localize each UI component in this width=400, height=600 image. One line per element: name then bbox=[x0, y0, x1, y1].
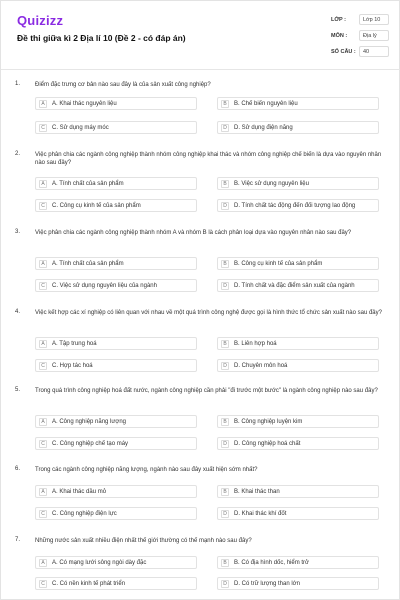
option-text: D. Có trữ lượng than lớn bbox=[234, 580, 300, 587]
option-b[interactable] bbox=[217, 415, 379, 428]
option-letter: C bbox=[39, 282, 47, 290]
option-c[interactable] bbox=[35, 507, 197, 520]
question-number: 3. bbox=[15, 229, 21, 235]
option-letter: C bbox=[39, 202, 47, 210]
option-b[interactable] bbox=[217, 177, 379, 190]
option-text: C. Có nền kinh tế phát triển bbox=[52, 580, 126, 587]
option-b[interactable] bbox=[217, 485, 379, 498]
option-text: A. Khai thác dầu mỏ bbox=[52, 488, 107, 495]
option-letter: A bbox=[39, 559, 47, 567]
option-d[interactable] bbox=[217, 279, 379, 292]
option-letter: B bbox=[221, 418, 229, 426]
option-c[interactable] bbox=[35, 199, 197, 212]
question-text: Điểm đặc trưng cơ bản nào sau đây là của sản xuất công nghiệp? bbox=[35, 82, 211, 88]
option-text: C. Sử dụng máy móc bbox=[52, 124, 109, 131]
option-d[interactable] bbox=[217, 437, 379, 450]
meta-label-count: SỐ CÂU : bbox=[331, 49, 356, 55]
option-text: B. Liên hợp hoá bbox=[234, 340, 277, 347]
option-text: B. Chế biến nguyên liệu bbox=[234, 100, 298, 107]
option-letter: B bbox=[221, 340, 229, 348]
option-letter: B bbox=[221, 559, 229, 567]
option-letter: D bbox=[221, 124, 229, 132]
option-b[interactable] bbox=[217, 556, 379, 569]
option-letter: C bbox=[39, 580, 47, 588]
question-number: 5. bbox=[15, 387, 21, 393]
option-letter: A bbox=[39, 418, 47, 426]
option-letter: D bbox=[221, 510, 229, 518]
option-d[interactable] bbox=[217, 199, 379, 212]
option-text: D. Sử dụng điện năng bbox=[234, 124, 293, 131]
meta-value-class: Lớp 10 bbox=[363, 17, 381, 23]
option-letter: A bbox=[39, 180, 47, 188]
option-text: C. Việc sử dụng nguyên liệu của ngành bbox=[52, 282, 157, 289]
option-letter: A bbox=[39, 340, 47, 348]
option-text: A. Tính chất của sản phẩm bbox=[52, 260, 124, 267]
question-text: Việc phân chia các ngành công nghiệp thành nhóm A và nhóm B là cách phân loại dựa vào nguyên nhân nào sau đây? bbox=[35, 230, 352, 236]
option-text: D. Tính chất và đặc điểm sản xuất của ngành bbox=[234, 282, 355, 289]
worksheet-header bbox=[1, 1, 400, 71]
option-a[interactable] bbox=[35, 177, 197, 190]
option-letter: D bbox=[221, 202, 229, 210]
option-letter: D bbox=[221, 362, 229, 370]
question-number: 4. bbox=[15, 309, 21, 315]
question-number: 1. bbox=[15, 81, 21, 87]
option-text: C. Hợp tác hoá bbox=[52, 362, 93, 369]
meta-label-subject: MÔN : bbox=[331, 33, 348, 39]
option-a[interactable] bbox=[35, 556, 197, 569]
option-b[interactable] bbox=[217, 97, 379, 110]
question-text: Việc phân chia các ngành công nghiệp thành nhóm công nghiệp khai thác và nhóm công nghiệp chế biến là dựa vào nguyên nhân nào sau đây? bbox=[35, 152, 382, 167]
option-a[interactable] bbox=[35, 485, 197, 498]
option-text: C. Công nghiệp điện lực bbox=[52, 510, 117, 517]
option-a[interactable] bbox=[35, 97, 197, 110]
question-number: 6. bbox=[15, 466, 21, 472]
option-letter: B bbox=[221, 100, 229, 108]
option-text: D. Chuyên môn hoá bbox=[234, 362, 288, 369]
option-text: A. Công nghiệp năng lượng bbox=[52, 418, 127, 425]
quizizz-logo: Quizizz bbox=[17, 13, 64, 28]
option-letter: D bbox=[221, 440, 229, 448]
option-d[interactable] bbox=[217, 507, 379, 520]
option-b[interactable] bbox=[217, 337, 379, 350]
option-c[interactable] bbox=[35, 121, 197, 134]
option-c[interactable] bbox=[35, 577, 197, 590]
option-letter: A bbox=[39, 488, 47, 496]
option-a[interactable] bbox=[35, 257, 197, 270]
option-c[interactable] bbox=[35, 279, 197, 292]
option-letter: D bbox=[221, 580, 229, 588]
option-text: D. Công nghiệp hoá chất bbox=[234, 440, 301, 447]
option-letter: A bbox=[39, 260, 47, 268]
option-text: C. Công cụ kinh tế của sản phẩm bbox=[52, 202, 141, 209]
option-d[interactable] bbox=[217, 121, 379, 134]
option-letter: B bbox=[221, 260, 229, 268]
question-text: Những nước sản xuất nhiều điện nhất thế giới thường có thế mạnh nào sau đây? bbox=[35, 538, 252, 544]
option-text: B. Việc sử dụng nguyên liệu bbox=[234, 180, 309, 187]
option-letter: D bbox=[221, 282, 229, 290]
option-letter: C bbox=[39, 124, 47, 132]
option-text: A. Tập trung hoá bbox=[52, 340, 97, 347]
option-letter: B bbox=[221, 488, 229, 496]
option-a[interactable] bbox=[35, 337, 197, 350]
option-text: A. Tính chất của sản phẩm bbox=[52, 180, 124, 187]
option-letter: B bbox=[221, 180, 229, 188]
meta-label-class: LỚP : bbox=[331, 17, 346, 23]
option-text: C. Công nghiệp chế tạo máy bbox=[52, 440, 129, 447]
option-text: D. Tính chất tác động đến đối tượng lao động bbox=[234, 202, 356, 209]
question-text: Trong quá trình công nghiệp hoá đất nước, ngành công nghiệp cần phải "đi trước một bước" là ngành công nghiệp nào sau đây? bbox=[35, 388, 378, 394]
option-letter: C bbox=[39, 510, 47, 518]
question-number: 2. bbox=[15, 151, 21, 157]
option-d[interactable] bbox=[217, 577, 379, 590]
option-letter: C bbox=[39, 362, 47, 370]
option-text: D. Khai thác khí đốt bbox=[234, 510, 287, 517]
header-divider bbox=[1, 69, 400, 70]
page-title: Đề thi giữa kì 2 Địa lí 10 (Đề 2 - có đáp án) bbox=[17, 33, 186, 43]
option-text: B. Công cụ kinh tế của sản phẩm bbox=[234, 260, 323, 267]
option-letter: C bbox=[39, 440, 47, 448]
question-text: Việc kết hợp các xí nghiệp có liên quan với nhau về một quá trình công nghệ được gọi là hình thức tổ chức sản xuất nào sau đây? bbox=[35, 310, 382, 316]
option-c[interactable] bbox=[35, 437, 197, 450]
option-c[interactable] bbox=[35, 359, 197, 372]
option-b[interactable] bbox=[217, 257, 379, 270]
question-number: 7. bbox=[15, 537, 21, 543]
option-text: B. Có địa hình dốc, hiểm trở bbox=[234, 559, 309, 566]
option-text: A. Khai thác nguyên liệu bbox=[52, 100, 117, 107]
option-letter: A bbox=[39, 100, 47, 108]
option-a[interactable] bbox=[35, 415, 197, 428]
meta-value-count: 40 bbox=[363, 49, 370, 55]
option-text: A. Có mạng lưới sông ngòi dày đặc bbox=[52, 559, 147, 566]
option-text: B. Công nghiệp luyện kim bbox=[234, 418, 303, 425]
meta-value-subject: Địa lý bbox=[363, 33, 377, 39]
option-d[interactable] bbox=[217, 359, 379, 372]
option-text: B. Khai thác than bbox=[234, 488, 280, 495]
question-text: Trong các ngành công nghiệp năng lượng, ngành nào sau đây xuất hiện sớm nhất? bbox=[35, 467, 258, 473]
